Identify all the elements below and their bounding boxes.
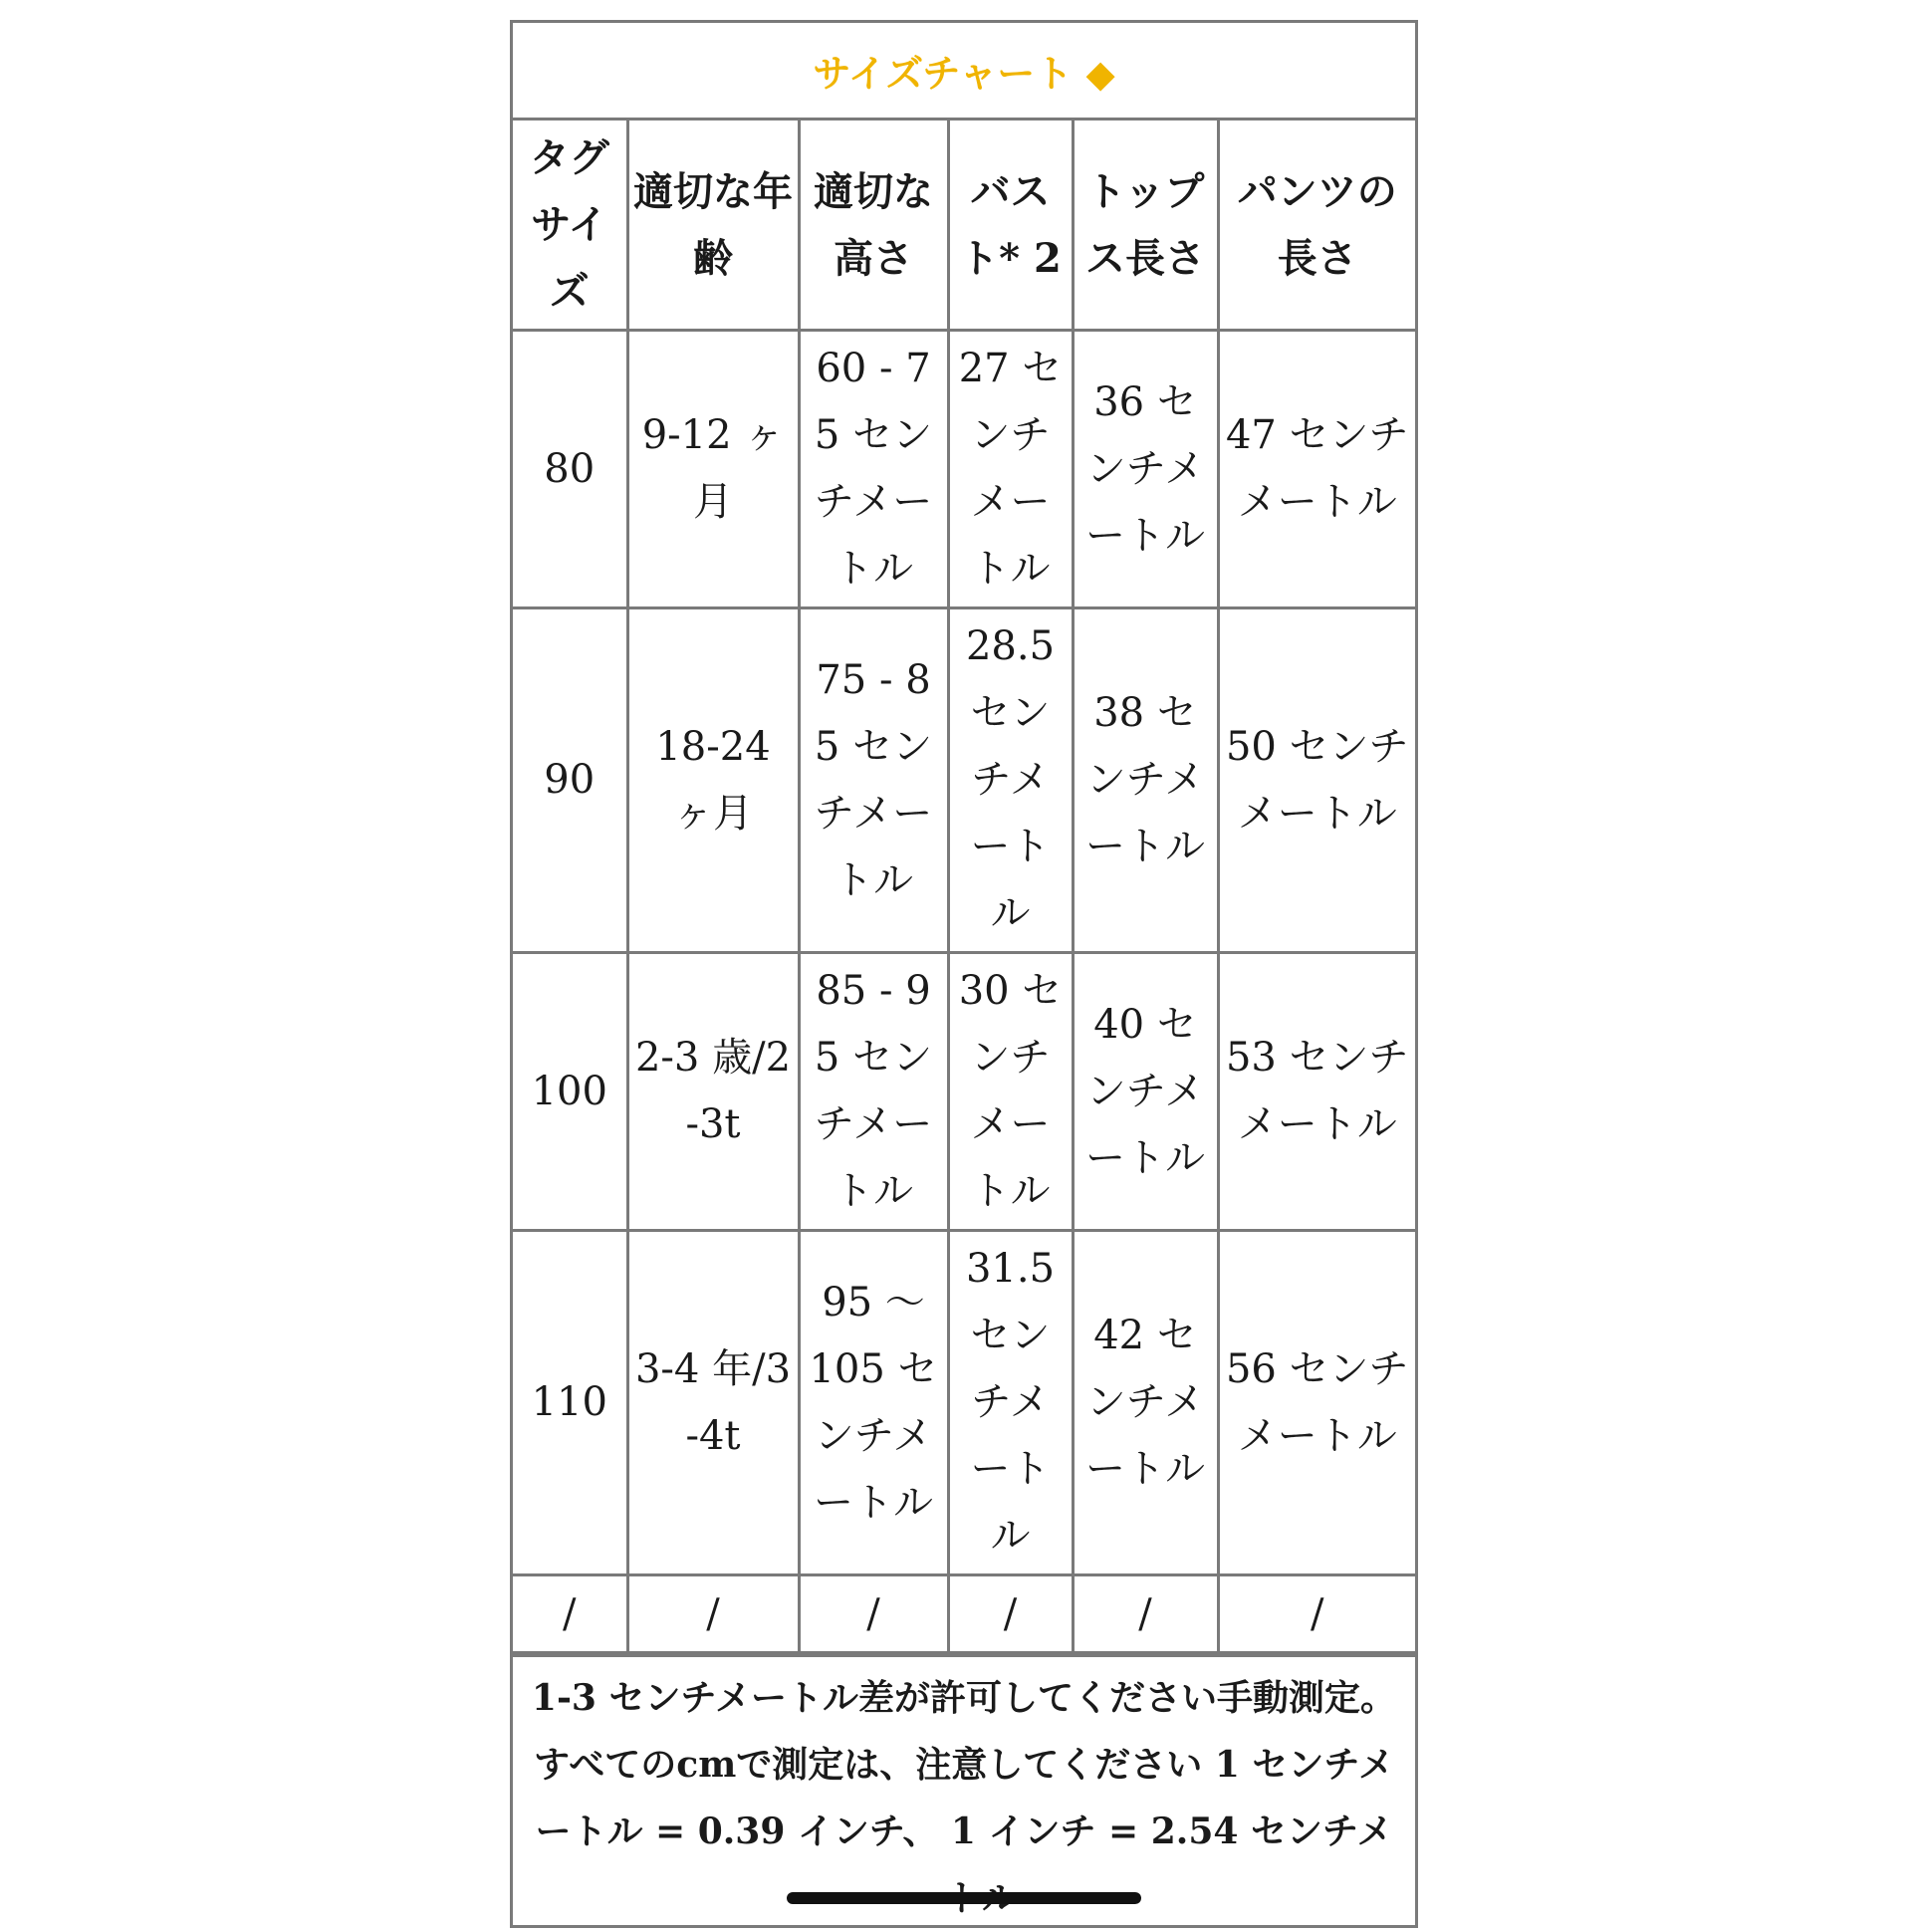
cell-slash: / bbox=[1218, 1575, 1415, 1653]
cell-age: 2-3 歳/2-3t bbox=[627, 953, 799, 1231]
cell-slash: / bbox=[948, 1575, 1073, 1653]
cell-tag-size: 90 bbox=[513, 608, 627, 953]
cell-slash: / bbox=[627, 1575, 799, 1653]
header-bust: バスト* 2 bbox=[948, 121, 1073, 331]
cell-age: 3-4 年/3-4t bbox=[627, 1231, 799, 1575]
table-row bbox=[513, 608, 1415, 953]
cell-top-length: 36 センチメートル bbox=[1073, 331, 1218, 608]
cell-tag-size: 80 bbox=[513, 331, 627, 608]
cell-top-length: 38 センチメートル bbox=[1073, 608, 1218, 953]
cell-age: 9-12 ヶ月 bbox=[627, 331, 799, 608]
table-row bbox=[513, 331, 1415, 608]
cell-pants-length: 47 センチメートル bbox=[1218, 331, 1415, 608]
cell-top-length: 40 センチメートル bbox=[1073, 953, 1218, 1231]
chart-title: サイズチャート ◆ bbox=[513, 23, 1415, 121]
header-age: 適切な年齢 bbox=[627, 121, 799, 331]
cell-bust: 28.5 センチメートル bbox=[948, 608, 1073, 953]
cell-tag-size: 110 bbox=[513, 1231, 627, 1575]
measurement-note: 1-3 センチメートル差が許可してください手動測定。すべてのcmで測定は、注意してください 1 センチメートル = 0.39 インチ、 1 インチ = 2.54 センチメ bbox=[513, 1654, 1415, 1925]
cell-slash: / bbox=[799, 1575, 948, 1653]
cell-age: 18-24 ヶ月 bbox=[627, 608, 799, 953]
table-row bbox=[513, 1575, 1415, 1653]
cell-bust: 27 センチメートル bbox=[948, 331, 1073, 608]
cell-slash: / bbox=[513, 1575, 627, 1653]
cell-bust: 31.5 センチメートル bbox=[948, 1231, 1073, 1575]
cell-top-length: 42 センチメートル bbox=[1073, 1231, 1218, 1575]
cell-tag-size: 100 bbox=[513, 953, 627, 1231]
header-height: 適切な高さ bbox=[799, 121, 948, 331]
size-table bbox=[513, 121, 1415, 1654]
header-row bbox=[513, 121, 1415, 331]
cell-height: 95 ～ 105 センチメートル bbox=[799, 1231, 948, 1575]
size-chart bbox=[510, 20, 1418, 1928]
cell-pants-length: 53 センチメートル bbox=[1218, 953, 1415, 1231]
table-row bbox=[513, 953, 1415, 1231]
home-indicator[interactable] bbox=[787, 1892, 1141, 1904]
cell-height: 85 - 95 センチメートル bbox=[799, 953, 948, 1231]
cell-slash: / bbox=[1073, 1575, 1218, 1653]
cell-bust: 30 センチメートル bbox=[948, 953, 1073, 1231]
cell-pants-length: 50 センチメートル bbox=[1218, 608, 1415, 953]
cell-pants-length: 56 センチメートル bbox=[1218, 1231, 1415, 1575]
header-top-length: トップス長さ bbox=[1073, 121, 1218, 331]
cell-height: 75 - 85 センチメートル bbox=[799, 608, 948, 953]
table-row bbox=[513, 1231, 1415, 1575]
cell-height: 60 - 75 センチメートル bbox=[799, 331, 948, 608]
header-pants-length: パンツの長さ bbox=[1218, 121, 1415, 331]
header-tag-size: タグサイズ bbox=[513, 121, 627, 331]
